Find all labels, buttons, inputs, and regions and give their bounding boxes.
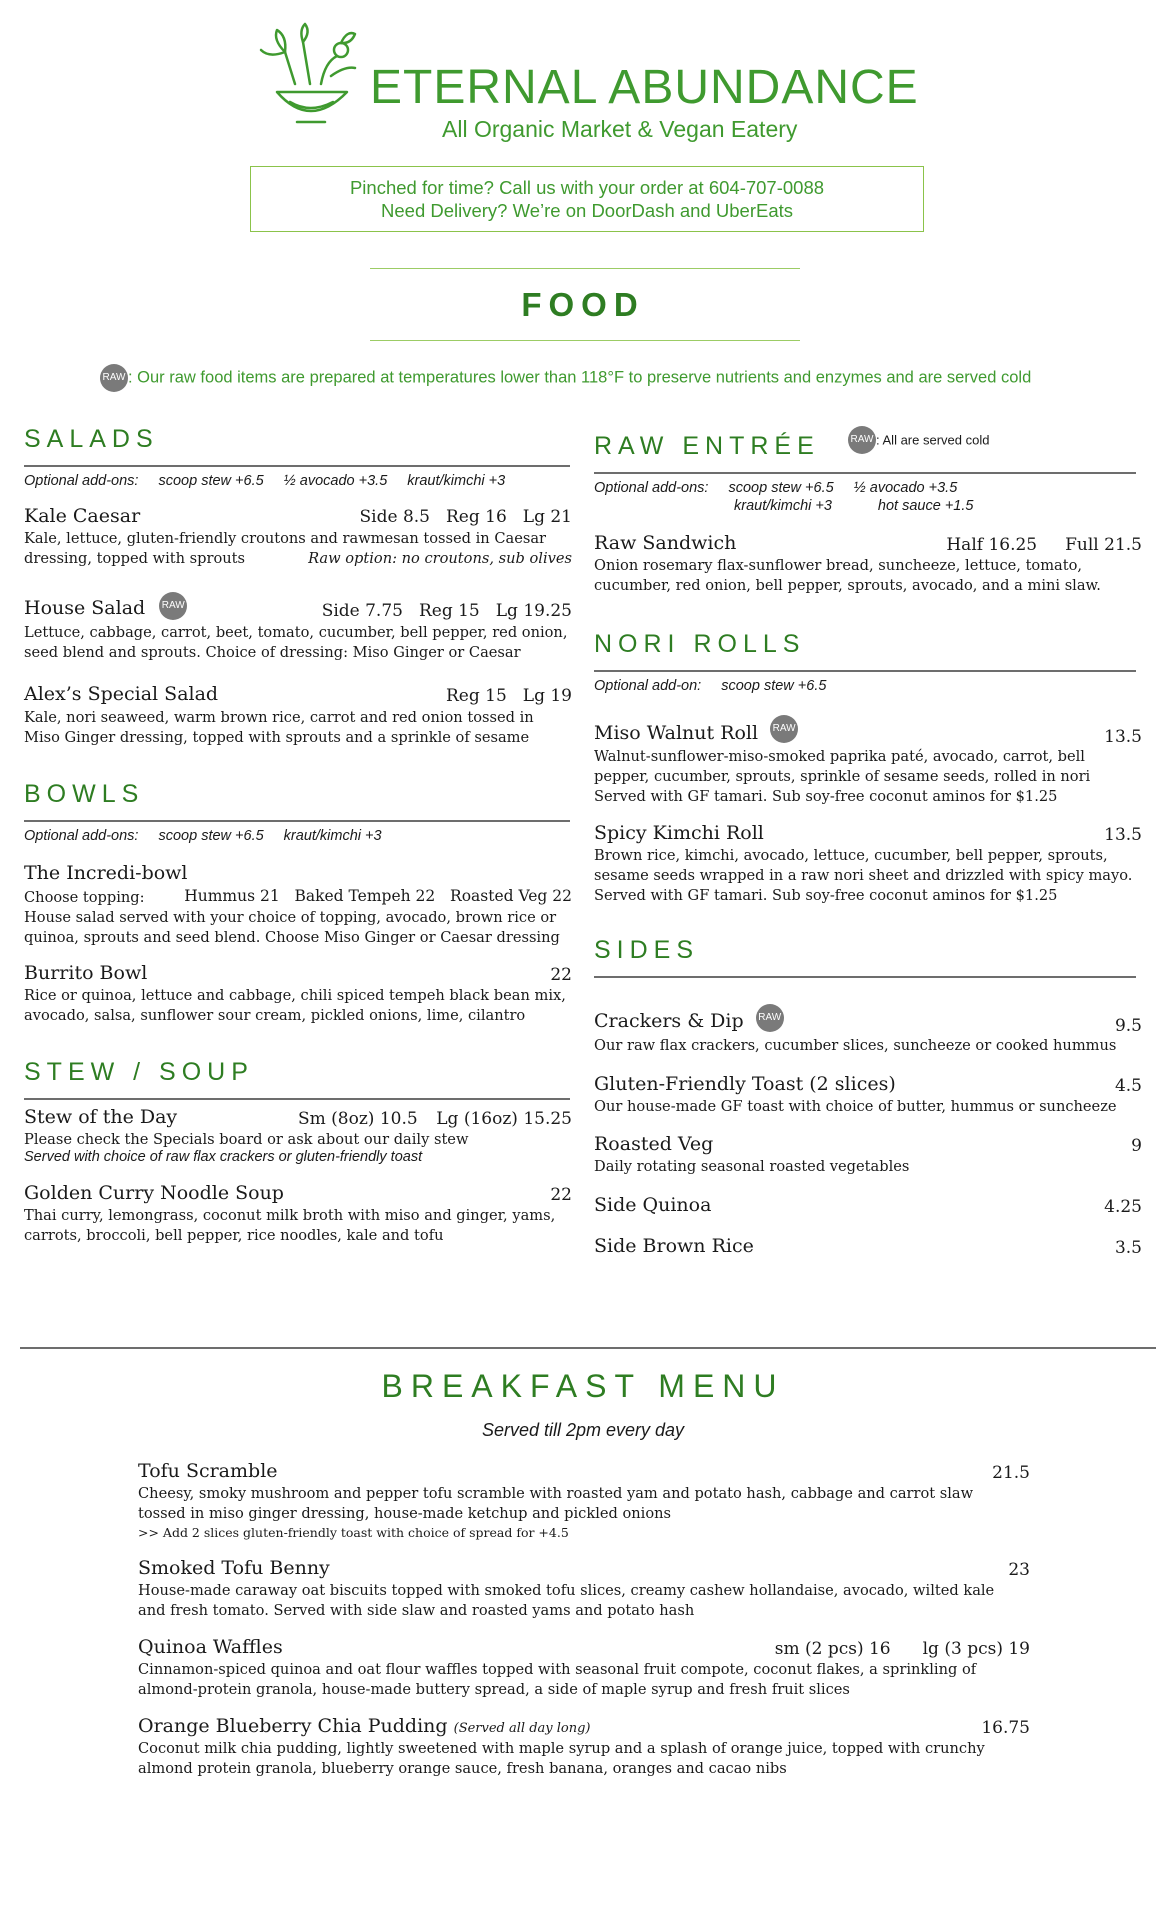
- brand-name: ETERNAL ABUNDANCE: [370, 61, 919, 114]
- section-title-salads: SALADS: [24, 425, 159, 453]
- logo-block: [230, 18, 920, 142]
- raw-entree-addons: [734, 498, 993, 514]
- price: Reg 16: [446, 507, 507, 527]
- addon: kraut/kimchi +3: [283, 828, 382, 844]
- kimchi-roll-desc: Brown rice, kimchi, avocado, lettuce, cucumber, bell pepper, sprouts,: [594, 847, 1108, 864]
- divider: [24, 1098, 570, 1100]
- delivery-line: Need Delivery? We’re on DoorDash and UberEats: [381, 200, 793, 221]
- stew-served-with: Served with choice of raw flax crackers or gluten-friendly toast: [24, 1149, 423, 1165]
- raw-badge-icon: RAW: [159, 592, 187, 620]
- item-spicy-kimchi-roll: Spicy Kimchi Roll: [594, 822, 764, 844]
- addon: ½ avocado +3.5: [283, 473, 388, 489]
- price: Lg 19.25: [495, 601, 572, 621]
- bowls-addons: [24, 828, 402, 844]
- raw-note-text: : Our raw food items are prepared at temperatures lower than 118°F to preserve nutrients and enzymes and are served cold: [128, 368, 1032, 387]
- toast-price: 4.5: [1114, 1076, 1142, 1096]
- item-burrito-bowl: Burrito Bowl: [24, 962, 148, 984]
- incredi-desc: quinoa, sprouts and seed blend. Choose Miso Ginger or Caesar dressing: [24, 929, 560, 946]
- benny-desc: and fresh tomato. Served with side slaw and roasted yams and potato hash: [138, 1602, 695, 1619]
- price: lg (3 pcs) 19: [922, 1639, 1030, 1659]
- item-tofu-scramble: Tofu Scramble: [138, 1460, 278, 1482]
- divider: [594, 976, 1136, 978]
- tofu-scramble-addon: >> Add 2 slices gluten-friendly toast with choice of spread for +4.5: [138, 1525, 569, 1540]
- breakfast-title: BREAKFAST MENU: [381, 1368, 785, 1404]
- stew-large-price: Lg (16oz) 15.25: [436, 1109, 572, 1129]
- salads-addons: [24, 473, 525, 489]
- raw-entree-note-text: : All are served cold: [876, 432, 990, 448]
- burrito-bowl-price: 22: [550, 965, 572, 985]
- divider: [594, 670, 1136, 672]
- price: Reg 15: [418, 601, 480, 621]
- nori-addons: [594, 678, 846, 694]
- addon: scoop stew +6.5: [158, 473, 264, 489]
- kale-caesar-desc: dressing, topped with sprouts: [24, 550, 245, 567]
- section-title-bowls: BOWLS: [24, 780, 145, 808]
- raw-entree-note: [848, 426, 989, 454]
- price: Hummus 21: [184, 887, 280, 905]
- roasted-veg-price: 9: [1131, 1136, 1142, 1156]
- alex-special-desc: Miso Ginger dressing, topped with sprouts and a sprinkle of sesame: [24, 729, 530, 746]
- item-crackers-dip: [594, 1010, 784, 1032]
- section-title-stew: STEW / SOUP: [24, 1058, 254, 1086]
- chia-note: (Served all day long): [453, 1721, 591, 1736]
- item-golden-curry-soup: Golden Curry Noodle Soup: [24, 1182, 284, 1204]
- incredi-choose-label: Choose topping:: [24, 889, 145, 906]
- house-salad-desc: Lettuce, cabbage, carrot, beet, tomato, cucumber, bell pepper, red onion,: [24, 624, 568, 641]
- roasted-veg-desc: Daily rotating seasonal roasted vegetables: [594, 1158, 910, 1175]
- addons-label: Optional add-on:: [594, 678, 702, 694]
- addons-label: Optional add-ons:: [24, 828, 139, 844]
- item-chia-pudding: [138, 1715, 591, 1737]
- curry-soup-price: 22: [550, 1185, 572, 1205]
- kale-caesar-raw-option: Raw option: no croutons, sub olives: [308, 550, 572, 567]
- raw-badge-icon: RAW: [848, 426, 876, 454]
- house-salad-price: [306, 601, 572, 621]
- item-miso-walnut-roll: [594, 722, 798, 744]
- item-name: House Salad: [24, 597, 146, 619]
- curry-desc: carrots, broccoli, bell pepper, rice noodles, kale and tofu: [24, 1227, 444, 1244]
- price: sm (2 pcs) 16: [774, 1639, 891, 1659]
- item-roasted-veg: Roasted Veg: [594, 1133, 714, 1155]
- addons-label: Optional add-ons:: [24, 473, 139, 489]
- miso-roll-price: 13.5: [1104, 727, 1142, 747]
- divider: [20, 1347, 1156, 1349]
- divider: [24, 465, 570, 467]
- raw-sandwich-desc: Onion rosemary flax-sunflower bread, suncheeze, lettuce, tomato,: [594, 557, 1083, 574]
- price: Side 7.75: [321, 601, 403, 621]
- burrito-desc: avocado, salsa, sunflower sour cream, pickled onions, lime, cilantro: [24, 1007, 526, 1024]
- item-alex-special-salad: Alex’s Special Salad: [24, 683, 219, 705]
- raw-sandwich-price: [930, 535, 1142, 555]
- chia-price: 16.75: [981, 1718, 1030, 1738]
- benny-price: 23: [1008, 1560, 1030, 1580]
- item-incredi-bowl: The Incredi-bowl: [24, 862, 188, 884]
- item-stew-of-the-day: Stew of the Day: [24, 1106, 178, 1128]
- raw-note: [100, 364, 1031, 392]
- item-side-brown-rice: Side Brown Rice: [594, 1235, 754, 1257]
- stew-desc: Please check the Specials board or ask about our daily stew: [24, 1131, 469, 1148]
- divider: [370, 268, 800, 269]
- waffles-desc: Cinnamon-spiced quinoa and oat flour waffles topped with seasonal fruit compote, coconut flakes, a sprinkling of: [138, 1661, 977, 1678]
- raw-entree-addons: [594, 480, 977, 496]
- waffles-price: [759, 1639, 1030, 1659]
- section-title-sides: SIDES: [594, 936, 700, 964]
- section-title-nori-rolls: NORI ROLLS: [594, 630, 806, 658]
- tofu-scramble-desc: Cheesy, smoky mushroom and pepper tofu scramble with roasted yam and potato hash, cabbage and carrot slaw: [138, 1485, 974, 1502]
- divider: [24, 820, 570, 822]
- kale-caesar-price: [344, 507, 572, 527]
- toast-desc: Our house-made GF toast with choice of butter, hummus or suncheeze: [594, 1098, 1117, 1115]
- alex-special-price: [430, 686, 572, 706]
- raw-sandwich-desc: cucumber, red onion, bell pepper, sprouts, avocado, and a mini slaw.: [594, 577, 1101, 594]
- raw-badge-icon: RAW: [100, 364, 128, 392]
- item-smoked-tofu-benny: Smoked Tofu Benny: [138, 1557, 330, 1579]
- price: Baked Tempeh 22: [294, 887, 436, 905]
- tofu-scramble-desc: tossed in miso ginger dressing, house-made ketchup and pickled onions: [138, 1505, 672, 1522]
- item-name: Crackers & Dip: [594, 1010, 744, 1032]
- item-kale-caesar: Kale Caesar: [24, 505, 141, 527]
- burrito-desc: Rice or quinoa, lettuce and cabbage, chili spiced tempeh black bean mix,: [24, 987, 566, 1004]
- section-title-raw-entree: RAW ENTRÉE: [594, 432, 820, 460]
- addon: kraut/kimchi +3: [407, 473, 506, 489]
- item-side-quinoa: Side Quinoa: [594, 1194, 712, 1216]
- kimchi-roll-price: 13.5: [1104, 825, 1142, 845]
- breakfast-subtitle: Served till 2pm every day: [481, 1420, 685, 1440]
- stew-small-price: Sm (8oz) 10.5: [298, 1109, 418, 1129]
- chia-desc: almond protein granola, blueberry orange sauce, fresh banana, oranges and cacao nibs: [138, 1760, 787, 1777]
- miso-roll-desc: pepper, cucumber, sprouts, sprinkle of sesame seeds, rolled in nori: [594, 768, 1091, 785]
- price: Lg 19: [522, 686, 572, 706]
- addons-label: Optional add-ons:: [594, 480, 709, 496]
- kimchi-roll-desc: sesame seeds wrapped in a raw nori sheet and drizzled with spicy mayo.: [594, 867, 1133, 884]
- raw-badge-icon: RAW: [756, 1004, 784, 1032]
- addon: ½ avocado +3.5: [853, 480, 958, 496]
- side-rice-price: 3.5: [1114, 1238, 1142, 1258]
- alex-special-desc: Kale, nori seaweed, warm brown rice, carrot and red onion tossed in: [24, 709, 534, 726]
- kimchi-roll-desc: Served with GF tamari. Sub soy-free coconut aminos for $1.25: [594, 887, 1058, 904]
- addon: scoop stew +6.5: [721, 678, 827, 694]
- chia-desc: Coconut milk chia pudding, lightly sweetened with maple syrup and a splash of orange juice, topped with crunchy: [138, 1740, 985, 1757]
- raw-badge-icon: RAW: [770, 715, 798, 743]
- price: Full 21.5: [1065, 535, 1142, 555]
- kale-caesar-desc: Kale, lettuce, gluten-friendly croutons and rawmesan tossed in Caesar: [24, 530, 547, 547]
- price: Roasted Veg 22: [450, 887, 572, 905]
- incredi-desc: House salad served with your choice of topping, avocado, brown rice or: [24, 909, 557, 926]
- crackers-price: 9.5: [1114, 1016, 1142, 1036]
- price: Side 8.5: [359, 507, 430, 527]
- curry-desc: Thai curry, lemongrass, coconut milk broth with miso and ginger, yams,: [24, 1207, 556, 1224]
- waffles-desc: almond-protein granola, house-made buttery spread, a side of maple syrup and fresh fruit slices: [138, 1681, 850, 1698]
- call-line: Pinched for time? Call us with your order at 604-707-0088: [349, 177, 825, 198]
- divider: [370, 340, 800, 341]
- tofu-scramble-price: 21.5: [992, 1463, 1030, 1483]
- brand-tagline: All Organic Market & Vegan Eatery: [442, 116, 798, 142]
- addon: kraut/kimchi +3: [734, 498, 832, 514]
- item-quinoa-waffles: Quinoa Waffles: [138, 1636, 283, 1658]
- item-name: Orange Blueberry Chia Pudding: [138, 1715, 448, 1737]
- crackers-desc: Our raw flax crackers, cucumber slices, suncheeze or cooked hummus: [594, 1037, 1117, 1054]
- item-name: Miso Walnut Roll: [594, 722, 759, 744]
- miso-roll-desc: Served with GF tamari. Sub soy-free coconut aminos for $1.25: [594, 788, 1058, 805]
- benny-desc: House-made caraway oat biscuits topped with smoked tofu slices, creamy cashew hollandaise, avocado, wilted kale: [138, 1582, 995, 1599]
- miso-roll-desc: Walnut-sunflower-miso-smoked paprika paté, avocado, carrot, bell: [594, 748, 1085, 765]
- divider: [594, 472, 1136, 474]
- addon: hot sauce +1.5: [877, 498, 974, 514]
- addon: scoop stew +6.5: [158, 828, 264, 844]
- house-salad-desc: seed blend and sprouts. Choice of dressing: Miso Ginger or Caesar: [24, 644, 521, 661]
- side-quinoa-price: 4.25: [1104, 1197, 1142, 1217]
- item-gf-toast: Gluten-Friendly Toast (2 slices): [594, 1073, 896, 1095]
- food-title: FOOD: [521, 286, 645, 323]
- order-info-box: [250, 166, 924, 232]
- addon: scoop stew +6.5: [728, 480, 834, 496]
- vegetable-bowl-icon: [255, 22, 365, 132]
- price: Lg 21: [522, 507, 572, 527]
- price: Reg 15: [446, 686, 507, 706]
- item-house-salad: [24, 597, 187, 620]
- incredi-topping-prices: [184, 887, 572, 907]
- price: Half 16.25: [946, 535, 1038, 555]
- item-raw-sandwich: Raw Sandwich: [594, 532, 737, 554]
